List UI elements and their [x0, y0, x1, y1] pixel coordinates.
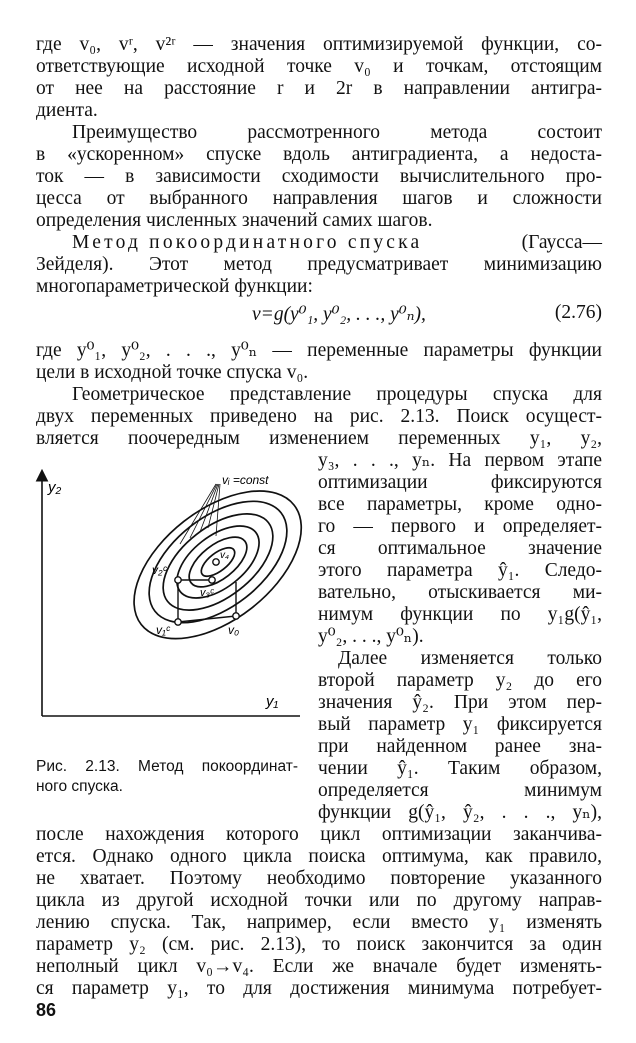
text-line: ток — в зависимости сходимости вычислительного про- — [36, 166, 602, 187]
equation-number: (2.76) — [554, 302, 602, 323]
section-heading-line — [72, 232, 602, 254]
text-line: цесса от выбранного направления шагов и сложности — [36, 188, 602, 209]
text-line: нимум функции по y₁g(ŷ₁, — [318, 604, 602, 625]
text-line: y₃, . . ., yₙ. На первом этапе — [318, 450, 602, 471]
text-line: параметр y₂ (см. рис. 2.13), то поиск закончится за один — [36, 934, 602, 955]
text-line: оптимизации фиксируются — [318, 472, 602, 493]
text-line: двух переменных приведено на рис. 2.13. Поиск осущест- — [36, 406, 602, 427]
text-line: цели в исходной точке спуска v₀. — [36, 362, 309, 383]
text-line: Геометрическое представление процедуры спуска для — [72, 384, 602, 405]
text-line: Зейделя). Этот метод предусматривает минимизацию — [36, 254, 602, 275]
text-line: диента. — [36, 100, 98, 121]
figure-coordinate-descent — [28, 462, 310, 748]
text-line: ся параметр y₁, то для достижения минимума потребует- — [36, 978, 602, 999]
text-line: значения ŷ₂. При этом пер- — [318, 692, 602, 713]
text-line: все параметры, кроме одно- — [318, 494, 602, 515]
level-label: vᵢ =const — [222, 473, 269, 487]
text-line: при найденном ранее зна- — [318, 736, 602, 757]
text-line: этого параметра ŷ₁. Следо- — [318, 560, 602, 581]
figure-caption: ного спуска. — [36, 778, 123, 795]
text-line: после нахождения которого цикл оптимизации заканчива- — [36, 824, 602, 845]
text-line: не хватает. Поэтому необходимо повторение указанного — [36, 868, 602, 889]
text-fragment: (Гаусса— — [521, 232, 602, 253]
equation-row — [36, 302, 602, 326]
point-v0-label: v₀ — [228, 623, 240, 637]
contour-lines — [107, 462, 310, 668]
text-line: вательно, отыскивается ми- — [318, 582, 602, 603]
text-line: го — первого и определяет- — [318, 516, 602, 537]
text-line: в «ускоренном» спуске вдоль антиградиента, а недоста- — [36, 144, 602, 165]
text-line: где y⁰₁, y⁰₂, . . ., y⁰ₙ — переменные параметры функции — [36, 340, 602, 361]
text-line: где v₀, vʳ, v²ʳ — значения оптимизируемой функции, со- — [36, 34, 602, 55]
section-heading: Метод покоординатного спуска — [72, 232, 423, 253]
level-rays — [180, 484, 220, 544]
text-line: ется. Однако одного цикла поиска оптимума, как правило, — [36, 846, 602, 867]
text-line: определяется минимум — [318, 780, 602, 801]
text-line: вый параметр y₁ фиксируется — [318, 714, 602, 735]
text-line: цикла из другой исходной точки или по другому направ- — [36, 890, 602, 911]
page-number: 86 — [36, 1000, 57, 1020]
text-line: ответствующие исходной точке v₀ и точкам, отстоящим — [36, 56, 602, 77]
text-line: от нее на расстояние r и 2r в направлении антигра- — [36, 78, 602, 99]
text-line: чении ŷ₁. Таким образом, — [318, 758, 602, 779]
y-axis-label: y₂ — [48, 479, 62, 496]
text-line: функции g(ŷ₁, ŷ₂, . . ., yₙ), — [318, 802, 602, 823]
text-line: многопараметрической функции: — [36, 276, 313, 297]
point-v3-label: v₃ᶜ — [200, 587, 214, 599]
text-line: ся оптимальное значение — [318, 538, 602, 559]
text-line: лению спуска. Так, например, если вместо y₁ изменять — [36, 912, 602, 933]
text-line: определения численных значений самих шагов. — [36, 210, 433, 231]
figure-caption: Рис. 2.13. Метод покоординат- — [36, 758, 298, 775]
text-line: второй параметр y₂ до его — [318, 670, 602, 691]
equation: v=g(y⁰₁, y⁰₂, . . ., y⁰ₙ), — [252, 304, 426, 325]
text-line: Далее изменяется только — [338, 648, 602, 669]
text-line: вляется поочередным изменением переменных y₁, y₂, — [36, 428, 602, 449]
text-line: Преимущество рассмотренного метода состоит — [72, 122, 602, 143]
text-line: неполный цикл v₀→v₄. Если же вначале будет изменять- — [36, 956, 602, 977]
point-v1-label: v₁ᶜ — [156, 623, 171, 637]
text-line: y⁰₂, . . ., y⁰ₙ). — [318, 626, 424, 647]
point-v2-label: v₂ᶜ — [152, 563, 167, 577]
x-axis-label: y₁ — [266, 693, 279, 710]
point-v4-label: v₄ — [220, 550, 230, 561]
